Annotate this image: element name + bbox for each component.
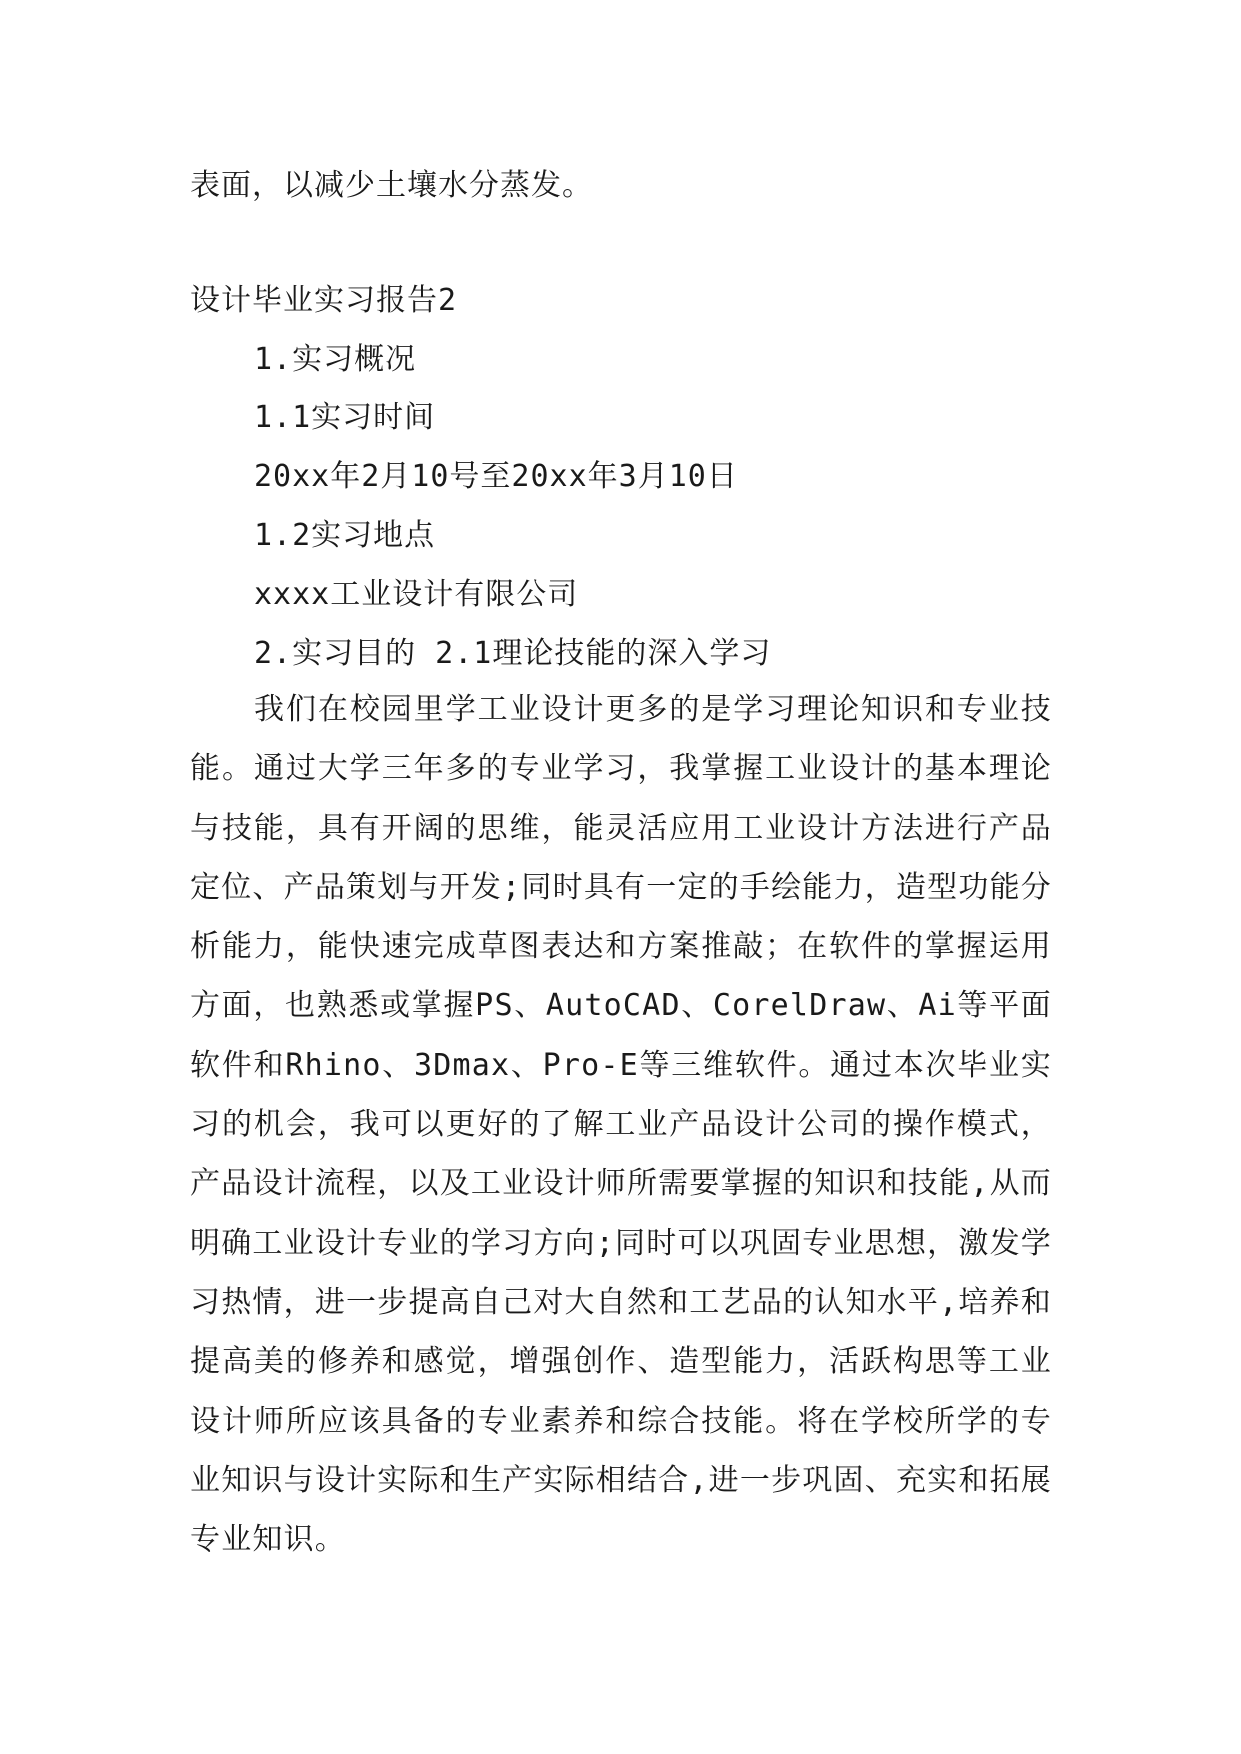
outline-item: 1.2实习地点 [254, 518, 436, 553]
outline-item: 20xx年2月10号至20xx年3月10日 [254, 459, 738, 494]
outline-item: 2.实习目的 2.1理论技能的深入学习 [254, 636, 772, 671]
body-paragraph: 我们在校园里学工业设计更多的是学习理论知识和专业技能。通过大学三年多的专业学习，我掌握工业设计的基本理论与技能，具有开阔的思维，能灵活应用工业设计方法进行产品定位、产品策划与开发;同时具有一定的手绘能力，造型功能分析能力，能快速完成草图表达和方案推敲；在软件的掌握运用方面，也熟悉或掌握PS、AutoCAD、CorelDraw、Ai等平面软件和Rhino、3Dmax、Pro-E等三维软件。通过本次毕业实习的机会，我可以更好的了解工业产品设计公司的操作模式，产品设计流程，以及工业设计师所需要掌握的知识和技能,从而明确工业设计专业的学习方向;同时可以巩固专业思想，激发学习热情，进一步提高自己对大自然和工艺品的认知水平,培养和提高美的修养和感觉，增强创作、造型能力，活跃构思等工业设计师所应该具备的专业素养和综合技能。将在学校所学的专业知识与设计实际和生产实际相结合,进一步巩固、充实和拓展专业知识。 [190, 692, 1052, 1558]
outline-item: 1.实习概况 [254, 342, 417, 377]
section-title: 设计毕业实习报告2 [190, 283, 458, 318]
outline-item: 1.1实习时间 [254, 400, 436, 435]
outline-item: xxxx工业设计有限公司 [254, 577, 579, 612]
continuation-text: 表面，以减少土壤水分蒸发。 [190, 168, 593, 203]
